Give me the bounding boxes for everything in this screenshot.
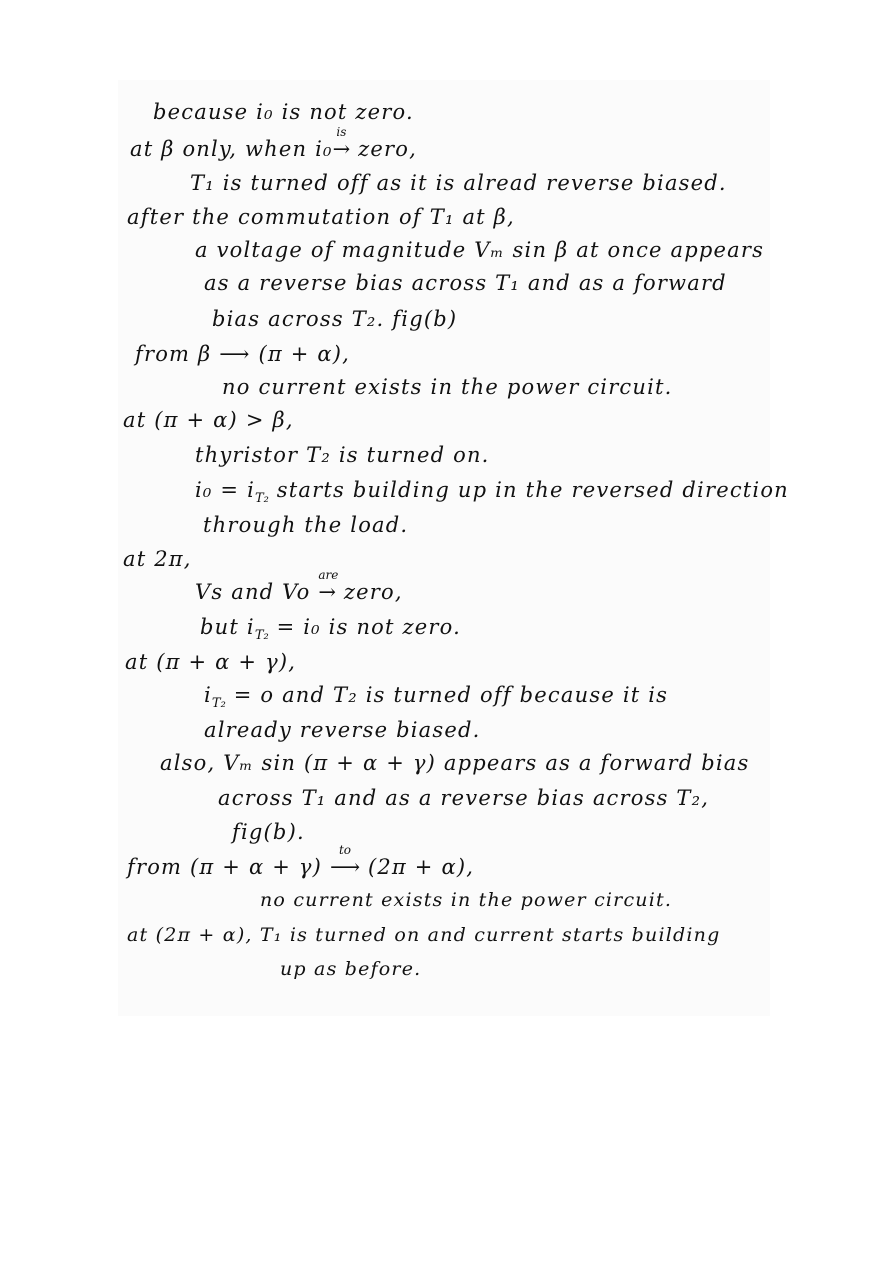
text-line: already reverse biased.	[204, 718, 481, 742]
text-line: through the load.	[203, 513, 409, 537]
text-line: as a reverse bias across T₁ and as a forward	[204, 271, 727, 295]
arrow-to: to ⟶	[329, 843, 361, 879]
text-line: at β only, when i₀ is → zero,	[130, 125, 417, 161]
text-line: bias across T₂. fig(b)	[212, 307, 458, 331]
text-line: because i₀ is not zero.	[153, 100, 414, 124]
text-line: after the commutation of T₁ at β,	[127, 205, 515, 229]
text-line: at (π + α) > β,	[123, 408, 294, 432]
text-line: no current exists in the power circuit.	[222, 375, 673, 399]
text-line: at (π + α + γ),	[125, 650, 297, 674]
arrow-are: are →	[318, 568, 339, 604]
text-line: a voltage of magnitude Vₘ sin β at once appears	[195, 238, 765, 262]
text-line: at (2π + α), T₁ is turned on and current starts building	[127, 924, 721, 946]
long-right-arrow-icon: ⟶	[329, 855, 361, 879]
right-arrow-icon: →	[332, 137, 351, 161]
text-line: $i_0 = i_{T_2}$ starts building up in the reversed direction	[195, 478, 789, 507]
arrow-is: is →	[332, 125, 351, 161]
text-line: across T₁ and as a reverse bias across T₂,	[218, 786, 710, 810]
text-line: no current exists in the power circuit.	[260, 889, 673, 911]
text-line: up as before.	[280, 958, 422, 980]
text-line: but $i_{T_2} = i_0$ is not zero.	[200, 615, 462, 644]
text-line: $i_{T_2} = o$ and T₂ is turned off because it is	[204, 683, 669, 712]
text-line: thyristor T₂ is turned on.	[195, 443, 490, 467]
text-line: T₁ is turned off as it is alread reverse biased.	[190, 171, 727, 195]
text-line: from (π + α + γ) to ⟶ (2π + α),	[127, 843, 475, 879]
right-arrow-icon: →	[318, 580, 336, 604]
text-line: fig(b).	[232, 820, 305, 844]
text-line: also, Vₘ sin (π + α + γ) appears as a forward bias	[160, 751, 750, 775]
text-line: from β ⟶ (π + α),	[135, 342, 351, 366]
text-line: Vs and Vo are → zero,	[195, 568, 403, 604]
text-line: at 2π,	[123, 547, 192, 571]
